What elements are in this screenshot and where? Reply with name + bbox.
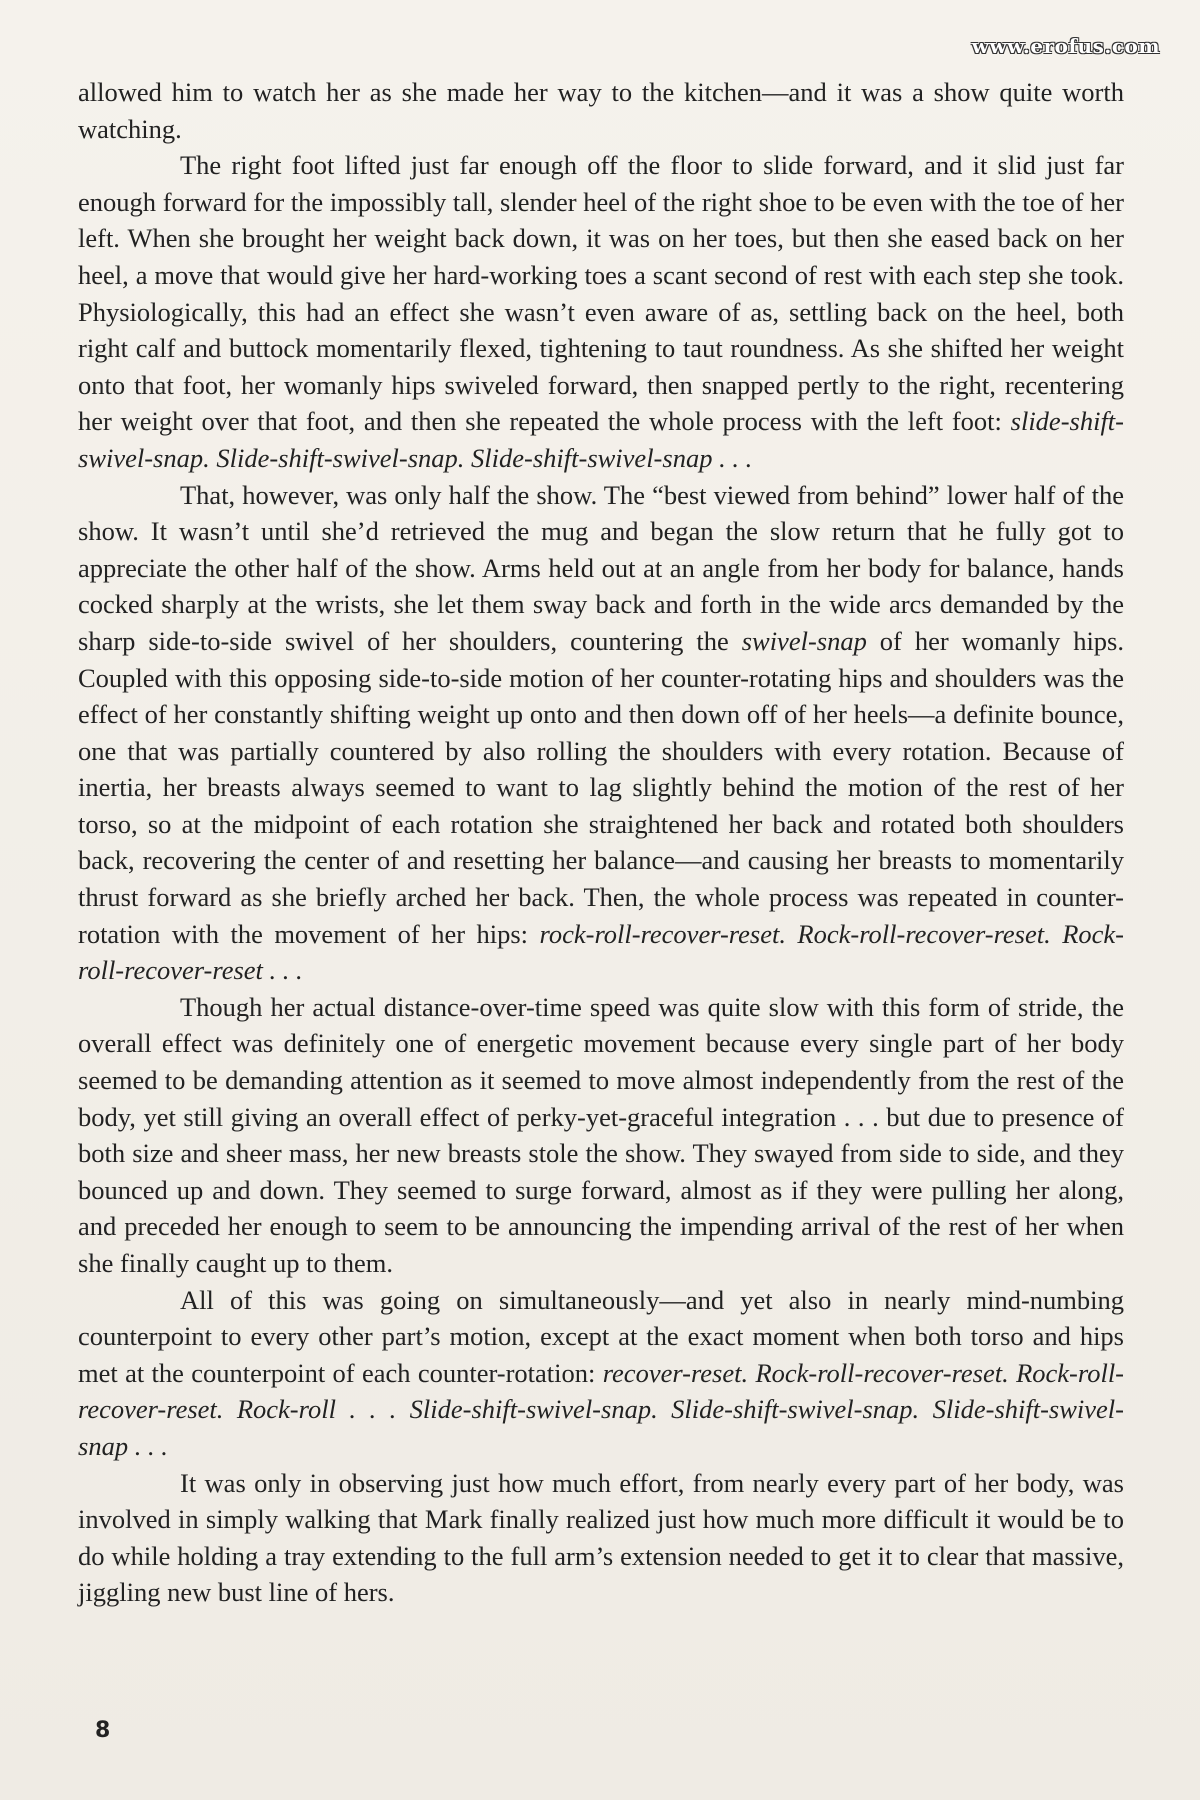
text-segment: The right foot lifted just far enough off the floor to slide forward, and it slid just far enough forward for the impossibly tall, slender heel of the right shoe to be even with the toe of her left. When she brought her weight back down, it was on her toes, but then she eased back on her heel, a move that would give her hard-working toes a scant second of rest with each step she took. Physiologically, this had an effect she wasn’t even aware of as, settling back on the heel, both right calf and buttock momentarily flexed, tightening to taut roundness. As she shifted her weight onto that foot, her womanly hips swiveled forward, then snapped pertly to the right, recentering her weight over that foot, and then she repeated the whole process with the left foot: — [78, 150, 1124, 437]
paragraph — [78, 477, 1124, 989]
watermark: www.erofus.com — [971, 34, 1160, 58]
text-segment: allowed him to watch her as she made her way to the kitchen—and it was a show quite worth watching. — [78, 77, 1124, 144]
text-segment: That, however, was only half the show. The “best viewed from behind” lower half of the show. It wasn’t until she’d retrieved the mug and began the slow return that he fully got to appreciate the other half of the show. Arms held out at an angle from her body for balance, hands cocked sharply at the wrists, she let them sway back and forth in the wide arcs demanded by the sharp side-to-side swivel of her shoulders, countering the — [78, 479, 1124, 656]
italic-text: slide-shift-swivel-snap. Slide-shift-swivel-snap. Slide-shift-swivel-snap . . . — [78, 406, 1124, 473]
page-number: 8 — [95, 1718, 111, 1743]
paragraph — [78, 1282, 1124, 1465]
italic-text: rock-roll-recover-reset. Rock-roll-recover-reset. Rock-roll-recover-reset . . . — [78, 918, 1124, 986]
paragraph — [78, 1465, 1124, 1611]
text-segment: of her womanly hips. Coupled with this opposing side-to-side motion of her counter-rotating hips and shoulders was the effect of her constantly shifting weight up onto and then down off of her heels—a definite bounce, one that was partially countered by also rolling the shoulders with every rotation. Because of inertia, her breasts always seemed to want to lag slightly behind the motion of the rest of her torso, so at the midpoint of each rotation she straightened her back and rotated both shoulders back, recovering the center of and resetting her balance—and causing her breasts to momentarily thrust forward as she briefly arched her back. Then, the whole process was repeated in counter-rotation with the movement of her hips: — [78, 625, 1124, 949]
italic-text: recover-reset. Rock-roll-recover-reset. Rock-roll-recover-reset. Rock-roll . . . Slide-shift-swivel-snap. Slide-shift-swivel-snap. Slide-shift-swivel-snap . . . — [78, 1357, 1125, 1461]
body-text — [78, 74, 1124, 1611]
paragraph — [78, 989, 1124, 1282]
paragraph — [78, 147, 1124, 476]
paragraph — [78, 74, 1124, 147]
text-segment: It was only in observing just how much effort, from nearly every part of her body, was involved in simply walking that Mark finally realized just how much more difficult it would be to do while holding a tray extending to the full arm’s extension needed to get it to clear that massive, jiggling new bust line of hers. — [78, 1467, 1124, 1608]
text-segment: Though her actual distance-over-time speed was quite slow with this form of stride, the overall effect was definitely one of energetic movement because every single part of her body seemed to be demanding attention as it seemed to move almost independently from the rest of the body, yet still giving an overall effect of perky-yet-graceful integration . . . but due to presence of both size and sheer mass, her new breasts stole the show. They swayed from side to side, and they bounced up and down. They seemed to surge forward, almost as if they were pulling her along, and preceded her enough to seem to be announcing the impending arrival of the rest of her when she finally caught up to them. — [78, 991, 1124, 1278]
italic-text: swivel-snap — [741, 625, 867, 656]
text-segment: All of this was going on simultaneously—and yet also in nearly mind-numbing counterpoint to every other part’s motion, except at the exact moment when both torso and hips met at the counterpoint of each counter-rotation: — [78, 1284, 1124, 1388]
